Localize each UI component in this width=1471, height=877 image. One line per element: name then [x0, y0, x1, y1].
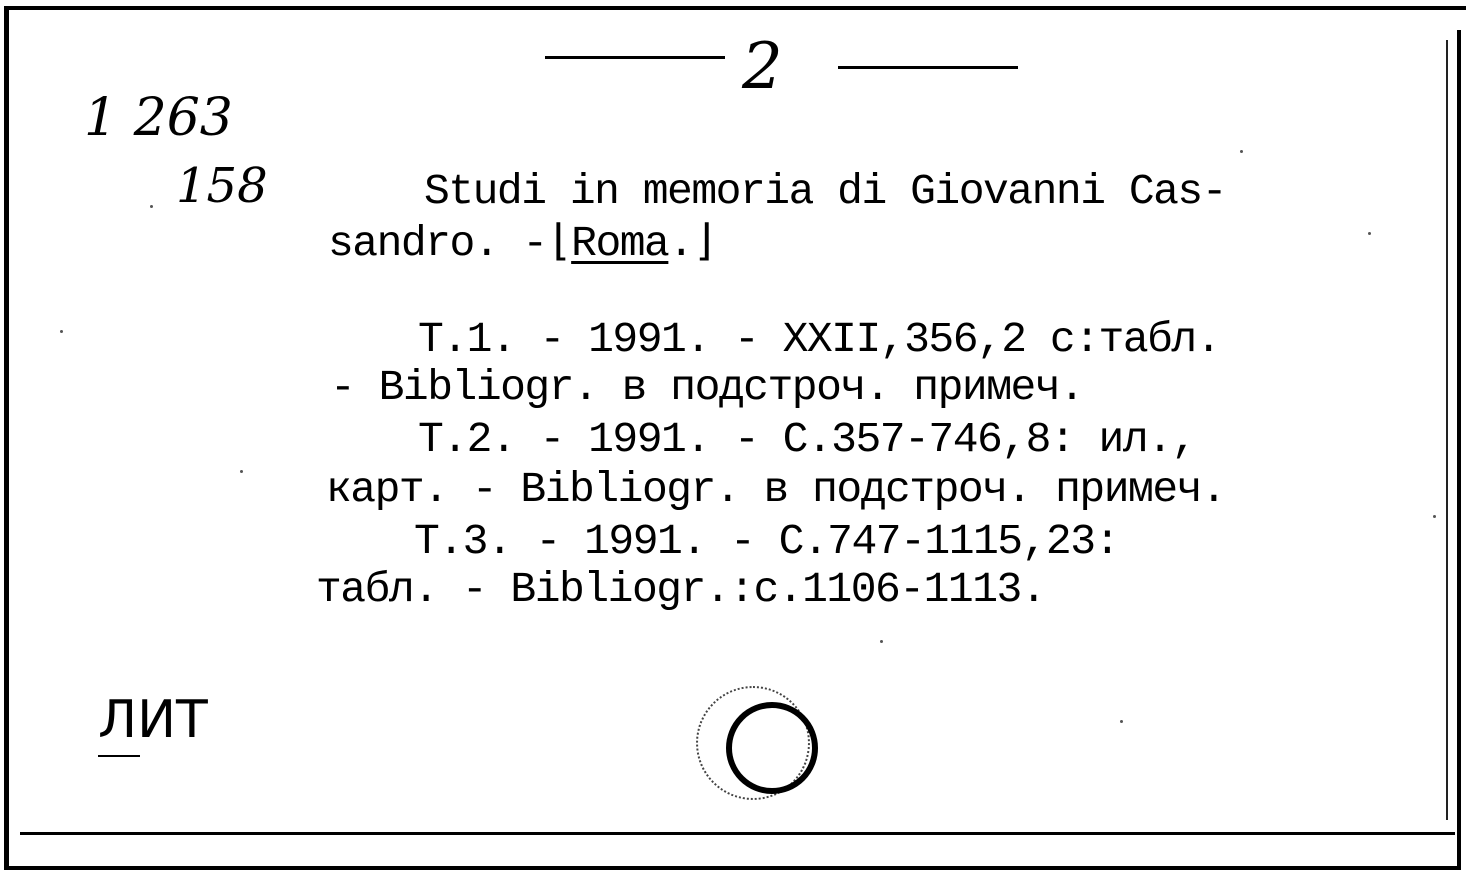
- shelf-mark-underline: [98, 755, 140, 757]
- speck: [1120, 720, 1123, 723]
- header-dash-left: [545, 56, 725, 59]
- title-line-2-end: .: [668, 219, 693, 268]
- shelf-mark-bottom: ЛИТ: [98, 690, 208, 750]
- speck: [240, 470, 243, 473]
- title-place-bracket-close: ⌋: [692, 219, 718, 268]
- speck: [1433, 515, 1436, 518]
- speck: [1240, 150, 1243, 153]
- card-border-right: [1457, 30, 1461, 870]
- title-line-2-start: sandro. -: [328, 219, 547, 268]
- title-line-2: [328, 219, 718, 268]
- speck: [150, 205, 153, 208]
- volume-2-line-1: T.2. - 1991. - C.357-746,8: ил.,: [418, 415, 1196, 464]
- speck: [880, 640, 883, 643]
- speck: [1368, 232, 1371, 235]
- card-border-left: [4, 6, 9, 870]
- card-border-bottom: [6, 866, 1461, 870]
- title-place-bracket-open: ⌊: [546, 219, 572, 268]
- volume-1-line-1: T.1. - 1991. - XXII,356,2 c:табл.: [418, 315, 1221, 364]
- title-place: Roma: [571, 219, 669, 268]
- punch-hole: [726, 702, 818, 794]
- shelf-mark-sub: 158: [176, 158, 268, 214]
- volume-3-line-2: табл. - Bibliogr.:c.1106-1113.: [316, 565, 1046, 614]
- volume-3-line-1: T.3. - 1991. - C.747-1115,23:: [414, 517, 1119, 566]
- volume-2-line-2: карт. - Bibliogr. в подстроч. примеч.: [326, 465, 1226, 514]
- volume-1-line-2: - Bibliogr. в подстроч. примеч.: [330, 363, 1084, 412]
- speck: [60, 330, 63, 333]
- header-dash-right: [838, 66, 1018, 69]
- shelf-mark-top: 1 263: [84, 88, 233, 148]
- right-rule: [1446, 40, 1448, 820]
- card-border-top: [6, 6, 1466, 10]
- bottom-rule: [20, 832, 1455, 835]
- title-line-1: Studi in memoria di Giovanni Cas-: [424, 167, 1227, 216]
- page-number: 2: [742, 30, 783, 104]
